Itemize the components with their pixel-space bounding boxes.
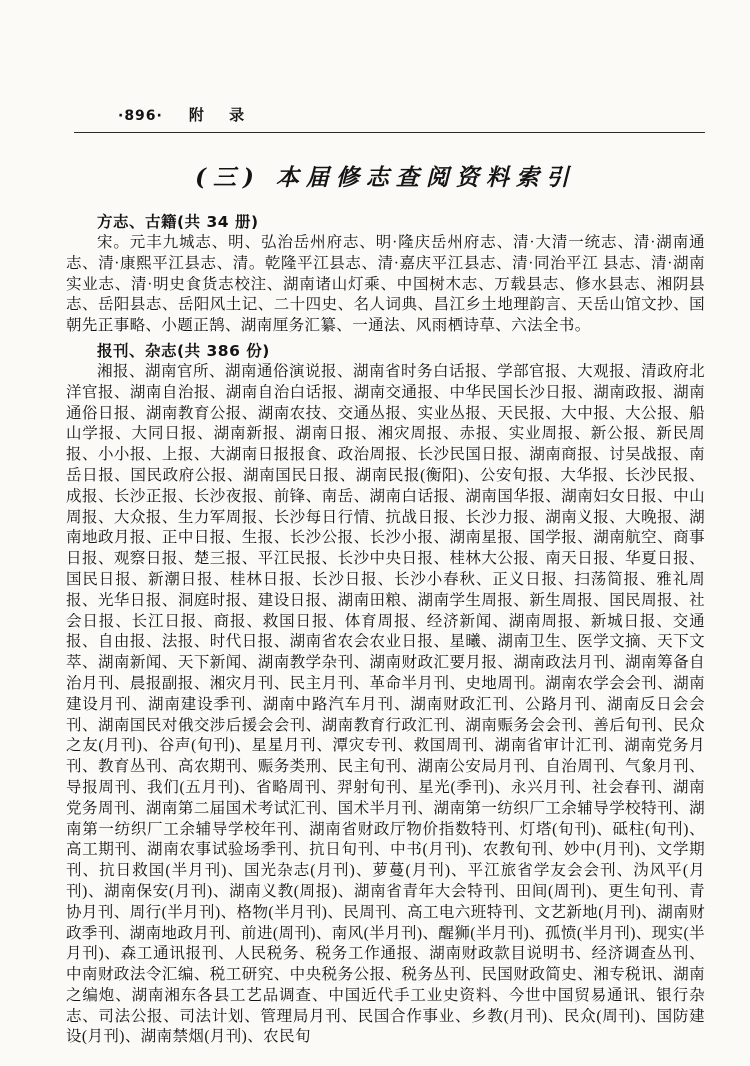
page-number: ·896· xyxy=(118,108,163,124)
page-header xyxy=(118,104,705,125)
section-heading-text: 方志、古籍 xyxy=(97,213,178,231)
section-count-label: (共 34 册) xyxy=(177,213,259,231)
section-heading xyxy=(66,339,705,361)
section-count-label: (共 386 份) xyxy=(177,341,270,360)
section-heading-text: 报刊、杂志 xyxy=(97,341,178,360)
section-body-text: 宋。元丰九城志、明、弘治岳州府志、明·隆庆岳州府志、清·大清一统志、清·湖南通志、清·康熙平江县志、清。乾隆平江县志、清·嘉庆平江县志、清·同治平江 县志、清·湖南实业志、清·明史食货志校注、湖南诸山灯乘、中国树木志、万载县志、修水县志、湘阴县志、岳阳县志、岳阳风土记、二十四史、名人词典、昌江乡土地理韵言、天岳山馆文抄、国朝先正事略、小题正鹄、湖南厘务汇纂、一通法、风雨栖诗草、六法全书。 xyxy=(66,234,705,335)
section-fangzhi-guji xyxy=(66,210,705,337)
running-head: 附 录 xyxy=(188,106,255,124)
header-rule xyxy=(74,132,705,133)
section-body-text: 湘报、湖南官所、湖南通俗演说报、湖南省时务白话报、学部官报、大观报、清政府北洋官报、湖南自治报、湖南自治白话报、湖南交通报、中华民国长沙日报、湖南政报、湖南通俗日报、湖南教育公报、湖南农技、交通丛报、实业丛报、天民报、大中报、大公报、船山学报、大同日报、湖南新报、湖南日报、湘灾周报、赤报、实业周报、新公报、新民周报、小小报、上报、大湖南日报报食、政治周报、长沙民国日报、湖南商报、讨吴战报、南岳日报、国民政府公报、湖南国民日报、湖南民报(衡阳)、公安旬报、大华报、长沙民报、成报、长沙正报、长沙夜报、前锋、南岳、湖南白话报、湖南国华报、湖南妇女日报、中山周报、大众报、生力军周报、长沙每日行情、抗战日报、长沙力报、湖南义报、大晚报、湖南地政月报、正中日报、生报、长沙公报、长沙小报、湖南星报、国学报、湖南航空、商事日报、观察日报、楚三报、平江民报、长沙中央日报、桂林大公报、南天日报、华夏日报、国民日报、新潮日报、桂林日报、长沙日报、长沙小春秋、正义日报、扫荡简报、雅礼周报、光华日报、洞庭时报、建设日报、湖南田粮、湖南学生周报、新生周报、国民周报、社会日报、长江日报、商报、救国日报、体育周报、经济新闻、湖南周报、新城日报、交通报、自由报、法报、时代日报、湖南省农会农业日报、星曦、湖南卫生、医学文摘、天下文萃、湖南新闻、天下新闻、湖南教学杂刊、湖南财政汇要月报、湖南政法月刊、湖南筹备自治月刊、晨报副报、湘灾月刊、民主月刊、革命半月刊、史地周刊。湖南农学会会刊、湖南建设月刊、湖南建设季刊、湖南中路汽车月刊、湖南财政汇刊、公路月刊、湖南反日会会刊、湖南国民对俄交涉后援会会刊、湖南教育行政汇刊、湖南赈务会会刊、善后旬刊、民众之友(月刊)、谷声(旬刊)、星星月刊、潭灾专刊、救国周刊、湖南省审计汇刊、湖南党务月刊、教育丛刊、高农期刊、赈务类刑、民主旬刊、湖南公安局月刊、自治周刊、气象月刊、导报周刊、我们(五月刊)、省略周刊、羿射旬刊、星光(季刊)、永兴月刊、社会春刊、湖南党务周刊、湖南第二届国术考试汇刊、国术半月刊、湖南第一纺织厂工余辅导学校特刊、湖南第一纺织厂工余辅导学校年刊、湖南省财政厅物价指数特刊、灯塔(旬刊)、砥柱(旬刊)、高工期刊、湖南农事试验场季刊、抗日旬刊、中书(月刊)、农教旬刊、妙中(月刊)、文学期刊、抗日救国(半月刊)、国光杂志(月刊)、萝蔓(月刊)、平江旅省学友会会刊、沩风平(月刊)、湖南保安(月刊)、湖南义教(周报)、湖南省青年大会特刊、田间(周刊)、更生旬刊、青协月刊、周行(半月刊)、格物(半月刊)、民周刊、高工电六班特刊、文艺新地(月刊)、湖南财政季刊、湖南地政月刊、前进(周刊)、南风(半月刊)、醒狮(半月刊)、孤愤(半月刊)、现实(半月刊)、森工通讯报刊、人民税务、税务工作通报、湖南财政款目说明书、经济调查丛刊、中南财政法令汇编、税工研究、中央税务公报、税务丛刊、民国财政简史、湘专税讯、湖南之编炮、湖南湘东各县工艺品调查、中国近代手工业史资料、今世中国贸易通讯、银行杂志、司法公报、司法计划、管理局月刊、民国合作事业、乡教(月刊)、民众(周刊)、国防建设(月刊)、湖南禁烟(月刊)、农民旬 xyxy=(66,362,705,1046)
page-title: (三) 本届修志查阅资料索引 xyxy=(195,164,576,191)
section-baokan-zazhi xyxy=(66,339,705,1048)
section-heading xyxy=(66,210,705,232)
